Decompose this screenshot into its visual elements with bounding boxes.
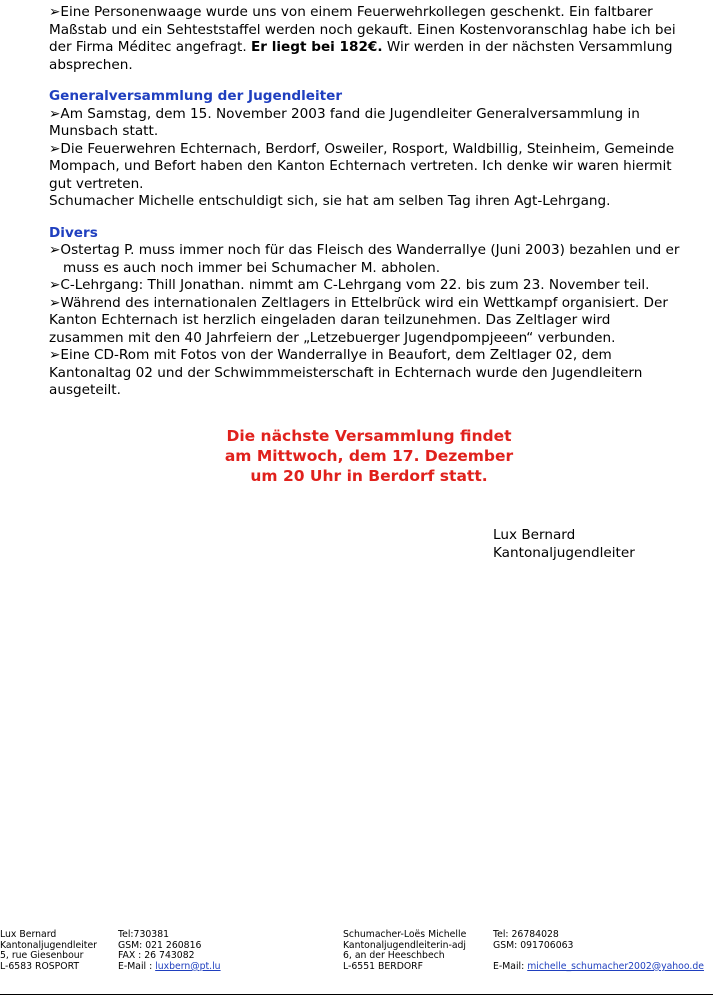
notice-line-2: am Mittwoch, dem 17. Dezember	[224, 446, 514, 465]
price-highlight: Er liegt bei 182€.	[250, 39, 383, 55]
heading-divers: Divers	[49, 224, 98, 241]
footer-left-address	[0, 930, 97, 972]
footer-left-gsm: GSM: 021 260816	[118, 939, 202, 951]
footer-left-street: 5, rue Giesenbour	[0, 950, 84, 962]
general-paragraph-3: Schumacher Michelle entschuldigt sich, sie hat am selben Tag ihren Agt-Lehrgang.	[49, 193, 611, 209]
signature-name: Lux Bernard	[493, 527, 576, 543]
footer-right-street: 6, an der Heeschbech	[343, 950, 445, 962]
footer-left-email-link[interactable]: luxbern@pt.lu	[155, 960, 221, 972]
footer-left-fax: FAX : 26 743082	[118, 950, 195, 962]
footer-left-email-line	[118, 962, 221, 973]
footer-right-email-label: E-Mail:	[493, 960, 528, 972]
footer-right-tel: Tel: 26784028	[493, 929, 559, 940]
general-paragraph-2: ➢Die Feuerwehren Echternach, Berdorf, Osweiler, Rosport, Waldbillig, Steinheim, Gemeinde Mompach, und Befort haben den Kanton Echternach vertreten. Ich denke wir waren hiermit gut vertreten.	[49, 140, 675, 192]
footer-right-city: L-6551 BERDORF	[343, 960, 423, 972]
footer-left-contact	[118, 930, 221, 972]
divers-paragraph-4: ➢Eine CD-Rom mit Fotos von der Wanderrallye in Beaufort, dem Zeltlager 02, dem Kantonaltag 02 und der Schwimmmeisterschaft in Echternach wurde den Jugendleitern ausgeteilt.	[49, 347, 643, 398]
footer-right-email-line	[493, 962, 704, 973]
footer-left-tel: Tel:730381	[118, 929, 170, 940]
footer-right-address	[343, 930, 466, 972]
general-paragraph-1: ➢Am Samstag, dem 15. November 2003 fand die Jugendleiter Generalversammlung in Munsbach statt.	[49, 105, 640, 139]
footer-right-email-link[interactable]: michelle_schumacher2002@yahoo.de	[527, 960, 704, 972]
notice-line-1: Die nächste Versammlung findet	[226, 426, 512, 445]
signature-block	[493, 527, 635, 562]
letter-body	[49, 4, 689, 486]
intro-text-end: Wir werden in der nächsten Versammlung absprechen.	[49, 39, 673, 73]
footer-divider	[0, 994, 713, 995]
divers-paragraph-2: ➢C-Lehrgang: Thill Jonathan. nimmt am C-Lehrgang vom 22. bis zum 23. November teil.	[49, 277, 650, 293]
intro-text: ➢Eine Personenwaage wurde uns von einem Feuerwehrkollegen geschenkt. Ein faltbarer Maßstab und ein Sehteststaffel werden noch gekauft. Einen Kostenvoranschlag habe ich bei der Firma Méditec angefragt.	[49, 4, 676, 55]
heading-generalversammlung: Generalversammlung der Jugendleiter	[49, 88, 343, 104]
footer-right-gsm: GSM: 091706063	[493, 939, 574, 951]
notice-line-3: um 20 Uhr in Berdorf statt.	[250, 466, 488, 485]
divers-paragraph-1-line-2: muss es auch noch immer bei Schumacher M. abholen.	[63, 259, 441, 276]
footer-right-contact	[493, 930, 704, 972]
footer-left-role: Kantonaljugendleiter	[0, 939, 97, 951]
footer-right-name: Schumacher-Loës Michelle	[343, 929, 467, 940]
footer-left-city: L-6583 ROSPORT	[0, 960, 80, 972]
intro-paragraph	[49, 4, 689, 74]
divers-paragraph-3: ➢Während des internationalen Zeltlagers in Ettelbrück wird ein Wettkampf organisiert. Der Kanton Echternach ist herzlich eingeladen daran teilzunehmen. Das Zeltlager wird zusammen mit den 40 Jahrfeiern der „Letzebuerger Jugendpompjeeen“ verbunden.	[49, 294, 668, 346]
footer-right-role: Kantonaljugendleiterin-adj	[343, 939, 467, 951]
letter-footer	[0, 930, 713, 996]
next-meeting-notice	[49, 426, 689, 486]
signature-role: Kantonaljugendleiter	[493, 544, 635, 561]
footer-left-email-label: E-Mail :	[118, 960, 156, 972]
footer-left-name: Lux Bernard	[0, 929, 57, 940]
divers-paragraph-1-line-1: ➢Ostertag P. muss immer noch für das Fleisch des Wanderrallye (Juni 2003) bezahlen und er	[49, 242, 680, 258]
